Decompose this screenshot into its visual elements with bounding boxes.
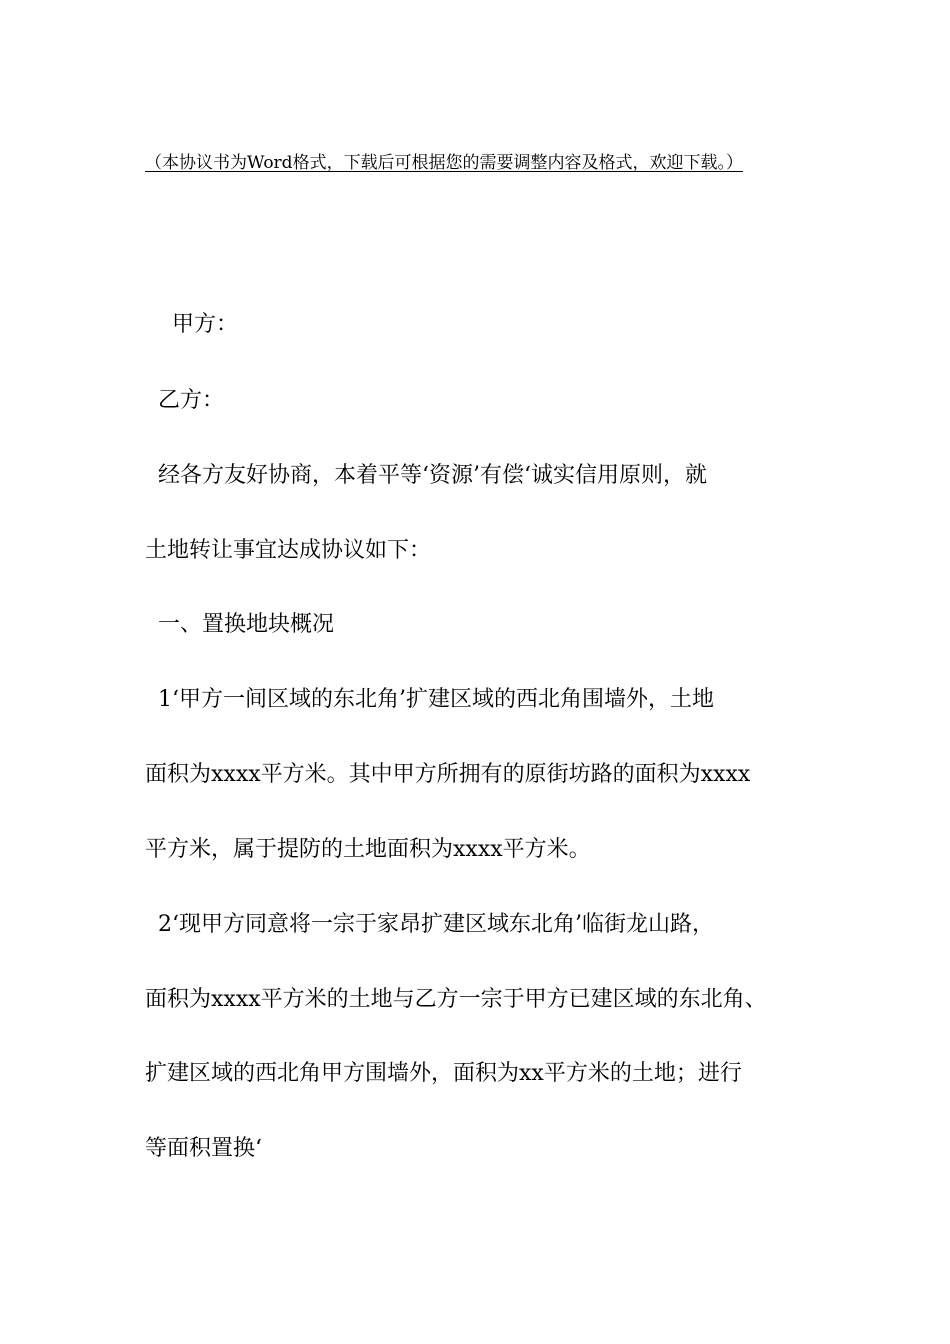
clause-1-line-2: 面积为xxxx平方米。其中甲方所拥有的原街坊路的面积为xxxx [145,762,751,787]
clause-2-line-3: 扩建区域的西北角甲方围墙外，面积为xx平方米的土地；进行 [145,1061,742,1086]
clause-1-line-3: 平方米，属于提防的土地面积为xxxx平方米。 [145,837,591,862]
preamble-line-2: 土地转让事宜达成协议如下： [145,538,432,563]
clause-2-line-2: 面积为xxxx平方米的土地与乙方一宗于甲方已建区域的东北角、 [145,987,767,1012]
section-heading: 一、置换地块概况 [158,612,335,637]
clause-2-line-1: 2‘现甲方同意将一宗于家昂扩建区域东北角’临街龙山路， [158,912,714,937]
party-a-line: 甲方： [172,312,239,337]
clause-1-line-1: 1‘甲方一间区域的东北角’扩建区域的西北角围墙外，土地 [158,687,714,712]
party-b-line: 乙方： [158,388,225,413]
preamble-line-1: 经各方友好协商，本着平等‘资源’有偿‘诚实信用原则，就 [158,463,707,488]
clause-2-line-4: 等面积置换‘ [145,1136,262,1161]
download-note: （本协议书为Word格式，下载后可根据您的需要调整内容及格式，欢迎下载。） [145,153,744,173]
